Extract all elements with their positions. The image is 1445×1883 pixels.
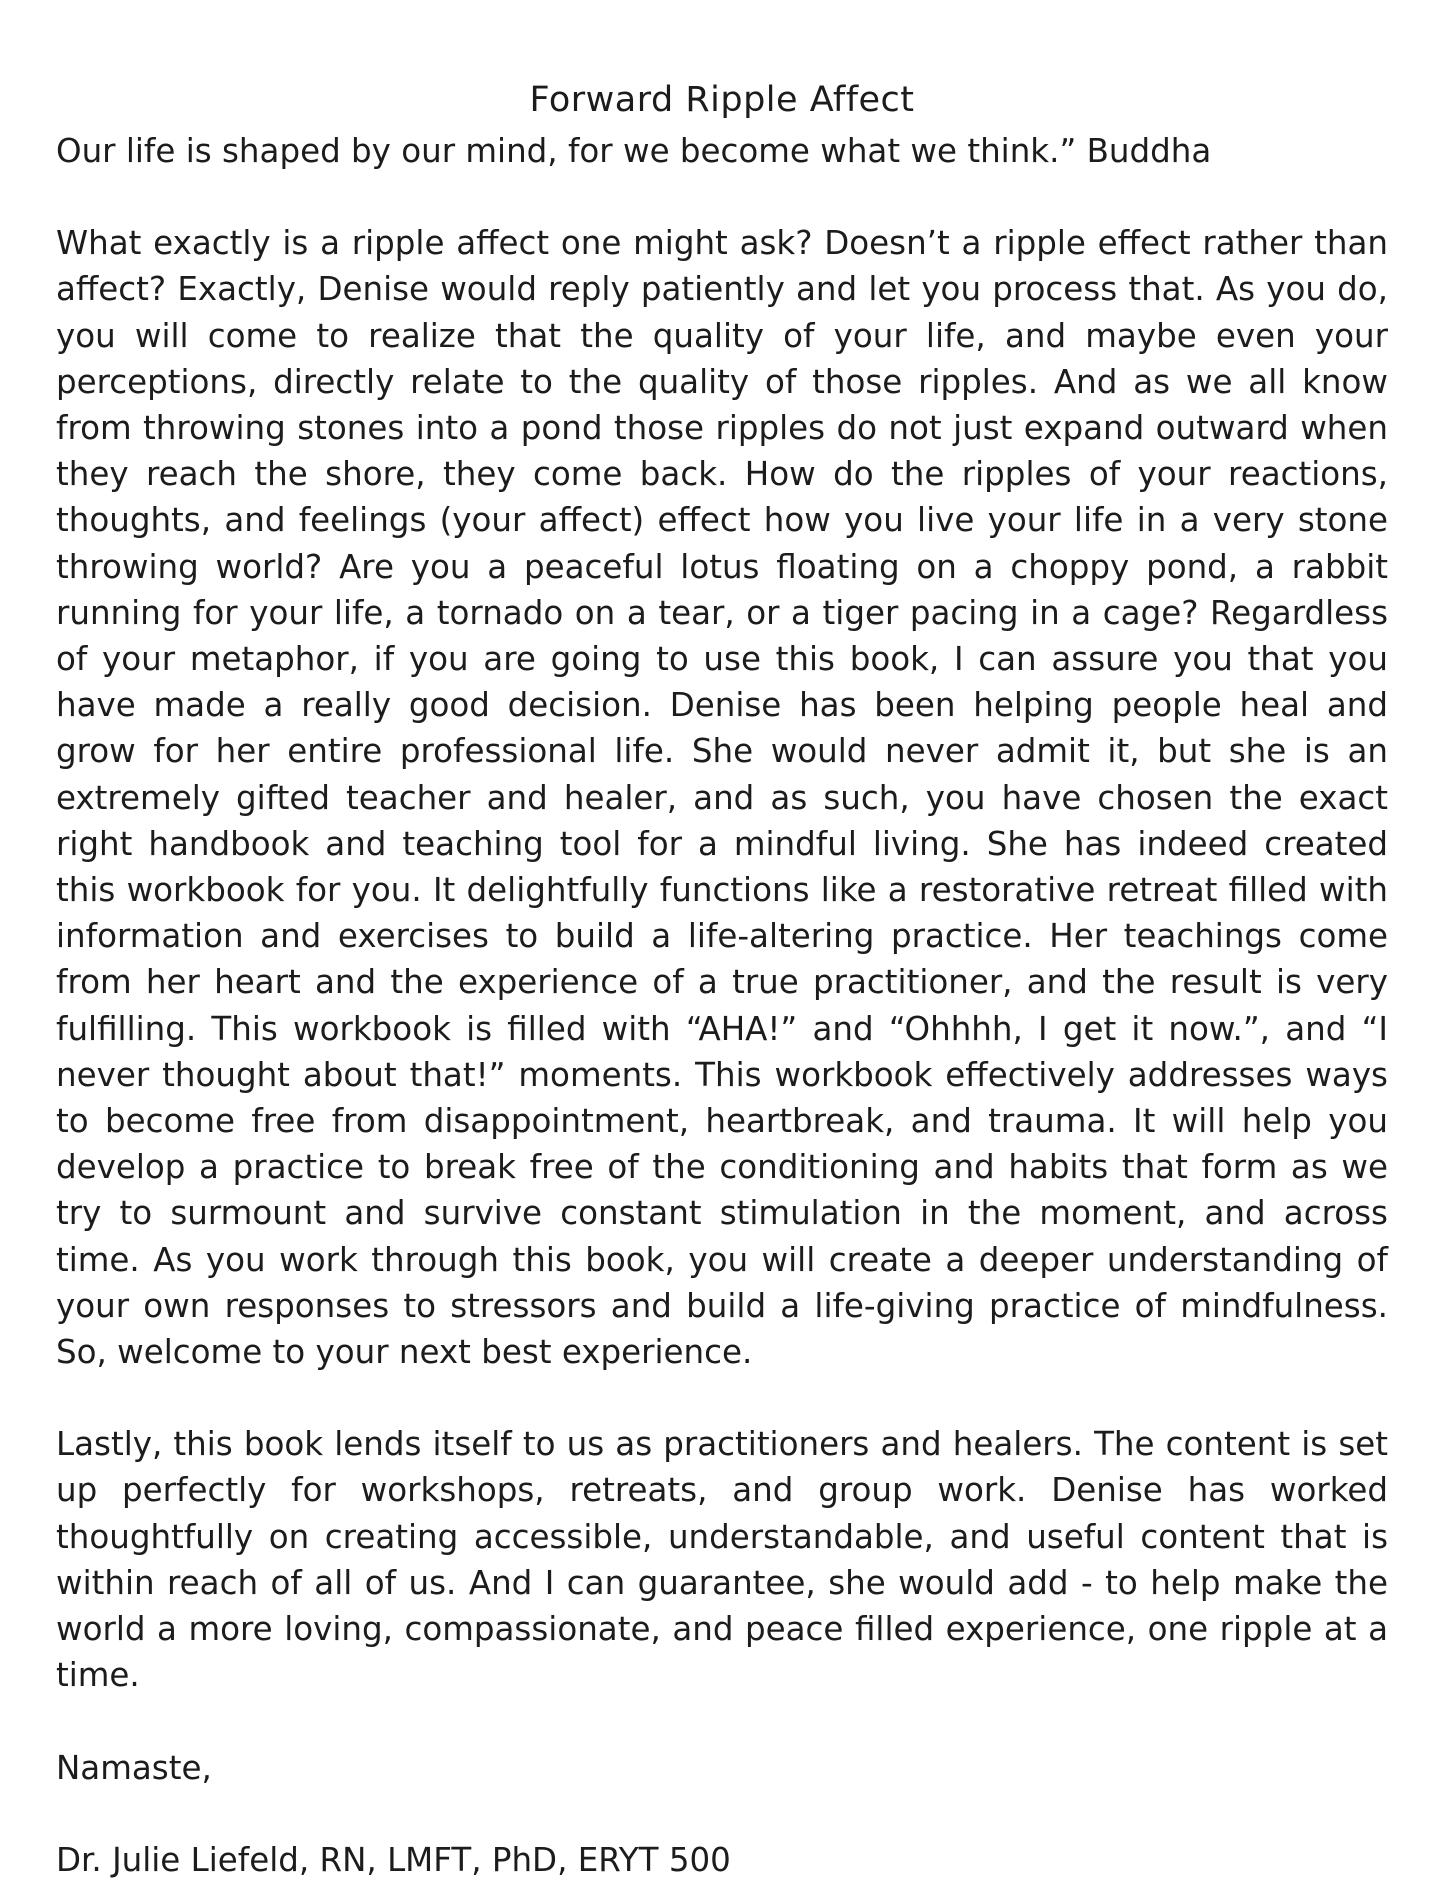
document-title: Forward Ripple Affect bbox=[529, 80, 915, 120]
paragraph-spacer bbox=[56, 1699, 1388, 1745]
paragraph-spacer bbox=[56, 1375, 1388, 1421]
body-paragraph-1: What exactly is a ripple affect one might ask? Doesn’t a ripple effect rather than affect? Exactly, Denise would reply patiently and let you process that. As you do, you will come to realize that the quality of your life, and maybe even your perceptions, directly relate to the quality of those ripples. And as we all know from throwing stones into a pond those ripples do not just expand outward when they reach the shore, they come back. How do the ripples of your reactions, thoughts, and feelings (your affect) effect how you live your life in a very stone throwing world? Are you a peaceful lotus floating on a choppy pond, a rabbit running for your life, a tornado on a tear, or a tiger pacing in a cage? Regardless of your metaphor, if you are going to use this book, I can assure you that you have made a really good decision. Denise has been helping people heal and grow for her entire professional life. She would never admit it, but she is an extremely gifted teacher and healer, and as such, you have chosen the exact right handbook and teaching tool for a mindful living. She has indeed created this workbook for you. It delightfully functions like a restorative retreat filled with information and exercises to build a life-altering practice. Her teachings come from her heart and the experience of a true practitioner, and the result is very fulfilling. This workbook is filled with “AHA!” and “Ohhhh, I get it now.”, and “I never thought about that!” moments. This workbook effectively addresses ways to become free from disappointment, heartbreak, and trauma. It will help you develop a practice to break free of the conditioning and habits that form as we try to surmount and survive constant stimulation in the moment, and across time. As you work through this book, you will create a deeper understanding of your own responses to stressors and build a life-giving practice of mindfulness. So, welcome to your next best experience. bbox=[56, 224, 1388, 1372]
paragraph-spacer bbox=[56, 1791, 1388, 1837]
closing-salutation: Namaste, bbox=[56, 1748, 212, 1787]
epigraph-quote: Our life is shaped by our mind, for we become what we think.” Buddha bbox=[56, 132, 1212, 170]
document-page bbox=[56, 78, 1388, 1883]
body-paragraph-2: Lastly, this book lends itself to us as practitioners and healers. The content is set up perfectly for workshops, retreats, and group work. Denise has worked thoughtfully on creating accessible, understandable, and useful content that is within reach of all of us. And I can guarantee, she would add - to help make the world a more loving, compassionate, and peace filled experience, one ripple at a time. bbox=[56, 1425, 1388, 1695]
author-signature: Dr. Julie Liefeld, RN, LMFT, PhD, ERYT 500 bbox=[56, 1840, 731, 1879]
paragraph-spacer bbox=[56, 174, 1388, 220]
